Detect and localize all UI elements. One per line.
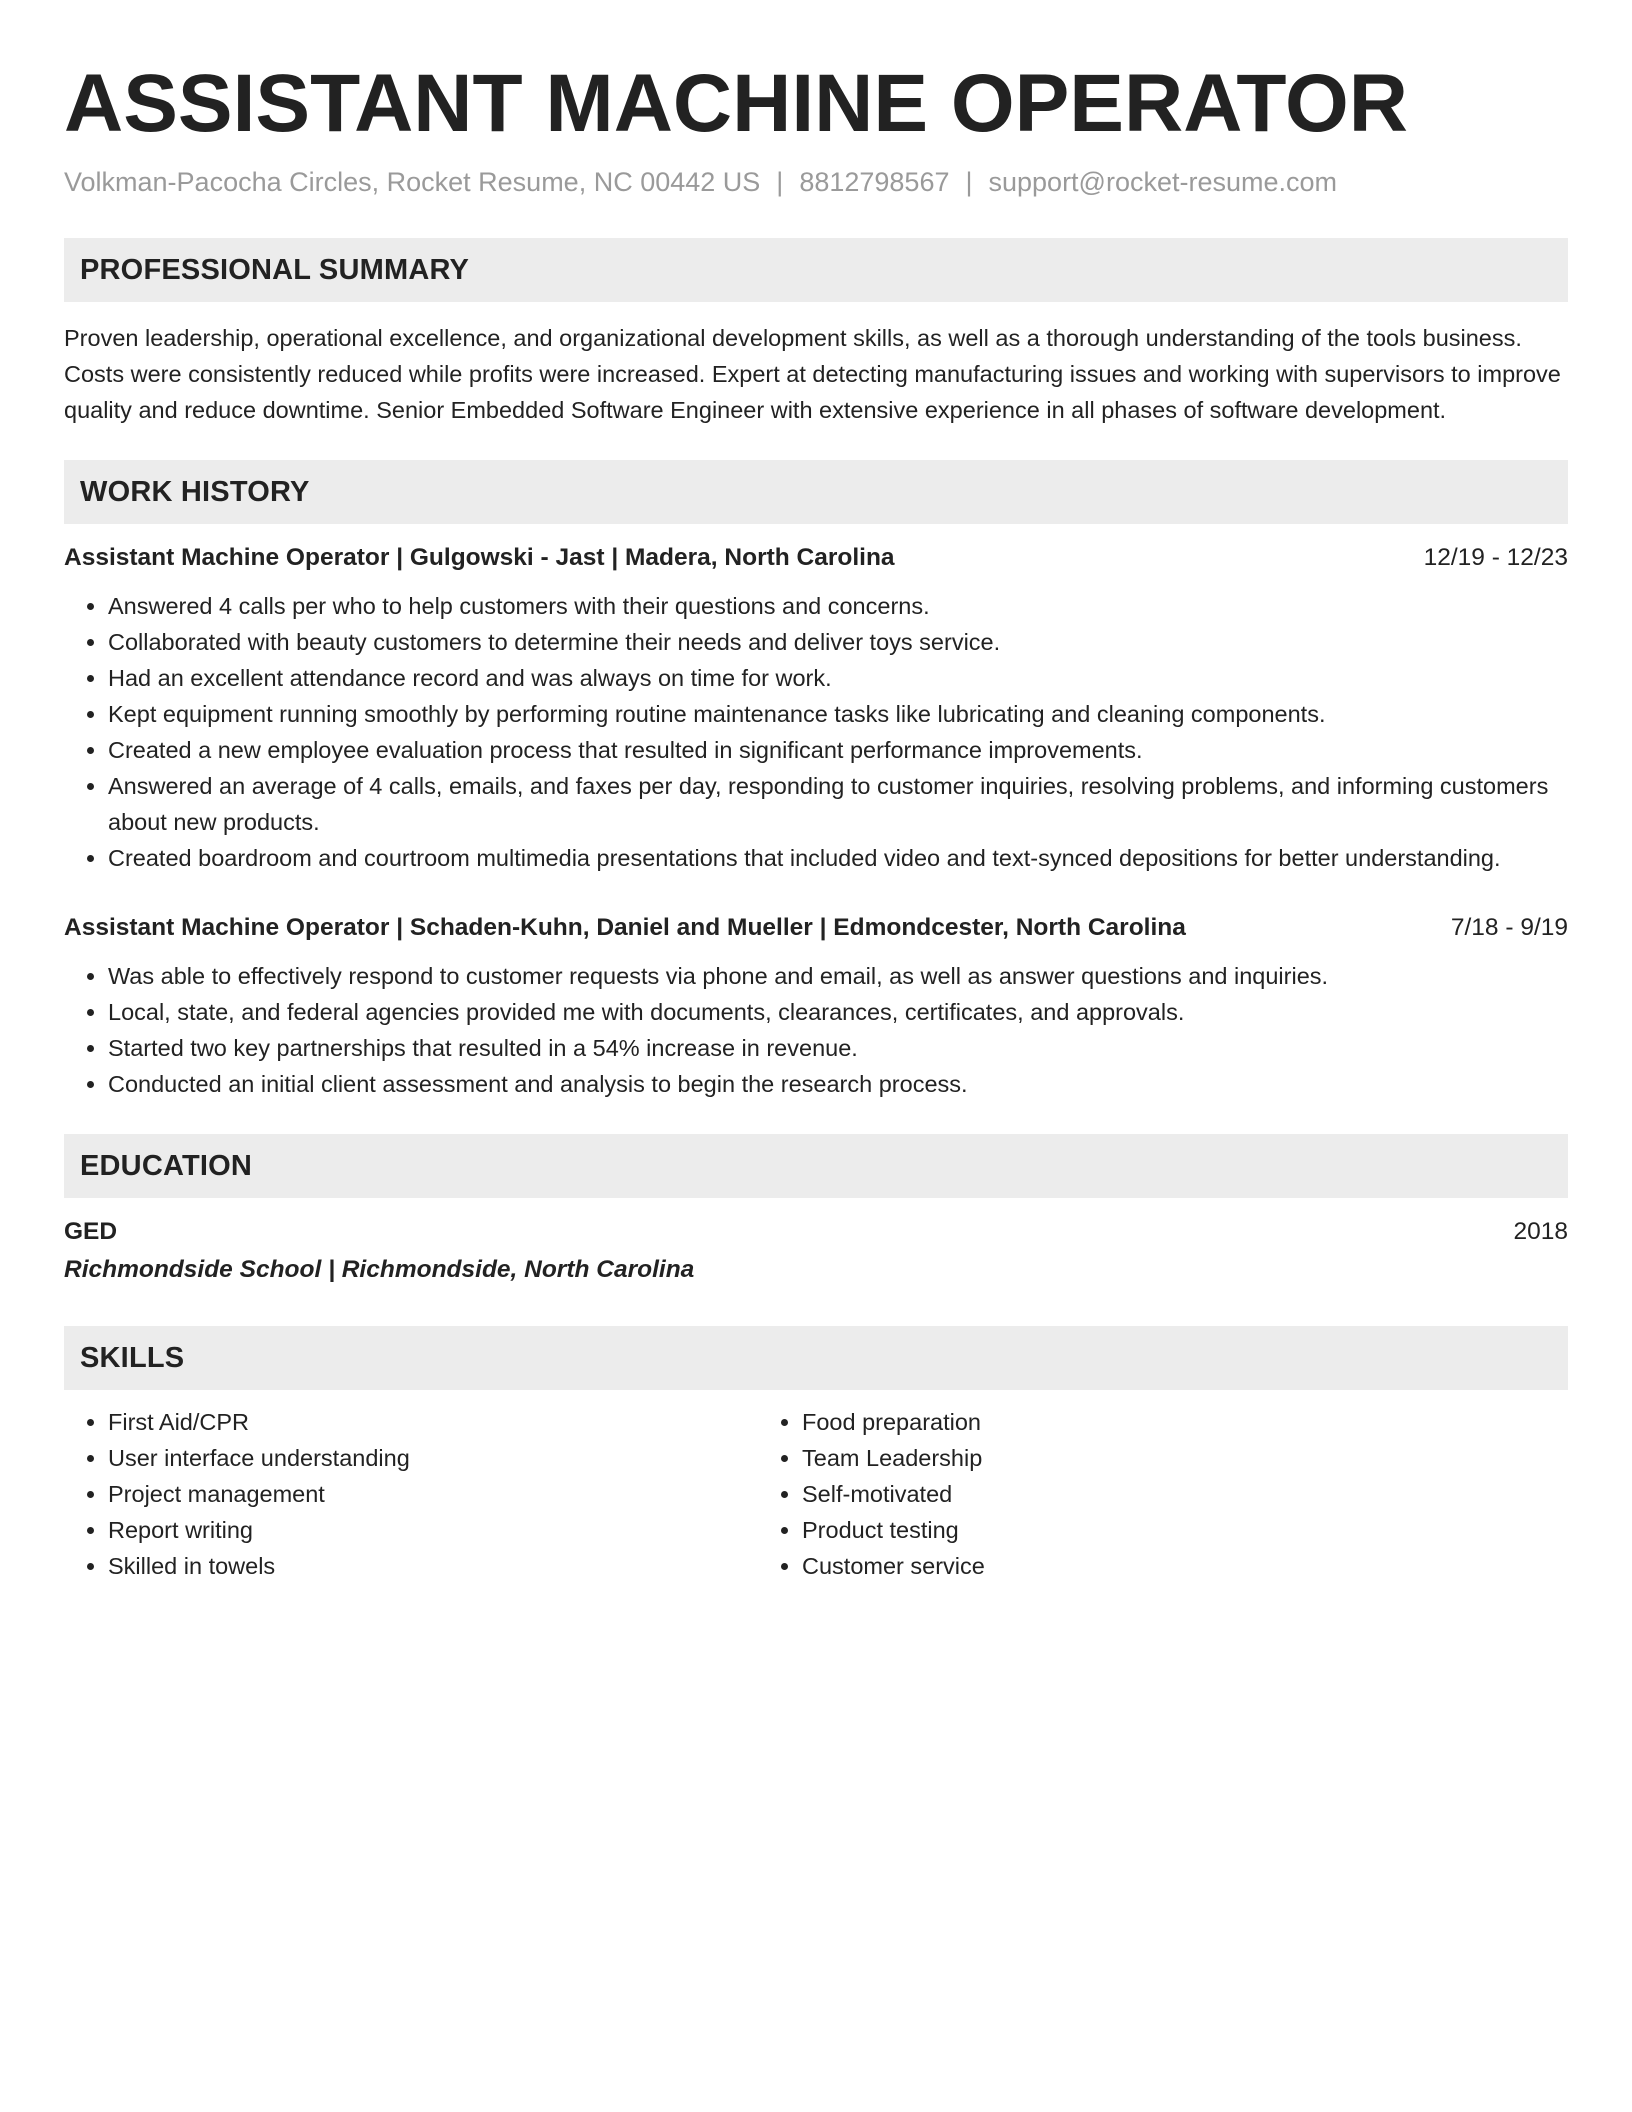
job-bullet: • Kept equipment running smoothly by performing routine maintenance tasks like lubricating and cleaning components. (108, 696, 1568, 732)
skills-column-left (64, 1404, 758, 1584)
job-bullet: • Conducted an initial client assessment and analysis to begin the research process. (108, 1066, 1568, 1102)
contact-email: support@rocket-resume.com (988, 167, 1338, 197)
job-bullet-list (64, 588, 1568, 876)
job-bullet: • Had an excellent attendance record and was always on time for work. (108, 660, 1568, 696)
job-bullet-list (64, 958, 1568, 1102)
job-bullet: • Was able to effectively respond to customer requests via phone and email, as well as answer questions and inquiries. (108, 958, 1568, 994)
skill-item: • Product testing (802, 1512, 985, 1548)
skill-item: • Project management (108, 1476, 758, 1512)
skill-item: • Report writing (108, 1512, 758, 1548)
skill-item: • User interface understanding (108, 1440, 758, 1476)
contact-line (64, 164, 1568, 200)
education-year: 2018 (1513, 1218, 1568, 1245)
job-dates: 7/18 - 9/19 (1450, 914, 1568, 941)
contact-separator: | (965, 167, 973, 197)
summary-heading: PROFESSIONAL SUMMARY (64, 238, 1568, 302)
job-title: Assistant Machine Operator | Gulgowski - Jast | Madera, North Carolina (64, 544, 895, 571)
job-dates: 12/19 - 12/23 (1423, 544, 1568, 571)
job-bullet: • Answered 4 calls per who to help customers with their questions and concerns. (108, 588, 1568, 624)
skill-item: • Self-motivated (802, 1476, 985, 1512)
skills-heading: SKILLS (64, 1326, 1568, 1390)
education-school: Richmondside School | Richmondside, North Carolina (64, 1256, 695, 1283)
contact-phone: 8812798567 (799, 167, 950, 197)
skills-column-right (758, 1404, 985, 1584)
summary-text: Proven leadership, operational excellence, and organizational development skills, as well as a thorough understanding of the tools business. Costs were consistently reduced while profits were increased. Expert at detecting manufacturing issues and working with supervisors to improve quality and reduce downtime. Senior Embedded Software Engineer with extensive experience in all phases of software development. (64, 325, 1561, 423)
skill-item: • Skilled in towels (108, 1548, 758, 1584)
job-header (64, 540, 1568, 576)
job-title: Assistant Machine Operator | Schaden-Kuhn, Daniel and Mueller | Edmondcester, North Carolina (64, 914, 1186, 941)
contact-separator: | (776, 167, 784, 197)
job-entry (64, 540, 1568, 876)
skills-list (64, 1404, 1568, 1584)
education-heading: EDUCATION (64, 1134, 1568, 1198)
job-entry (64, 910, 1568, 1102)
job-header (64, 910, 1568, 946)
work-history-heading: WORK HISTORY (64, 460, 1568, 524)
skill-item: • Customer service (802, 1548, 985, 1584)
education-header (64, 1214, 1568, 1250)
job-bullet: • Created boardroom and courtroom multimedia presentations that included video and text-synced depositions for better understanding. (108, 840, 1568, 876)
education-entry (64, 1214, 1568, 1288)
job-bullet: • Collaborated with beauty customers to determine their needs and deliver toys service. (108, 624, 1568, 660)
skill-item: • Team Leadership (802, 1440, 985, 1476)
skill-item: • Food preparation (802, 1404, 985, 1440)
job-bullet: • Started two key partnerships that resulted in a 54% increase in revenue. (108, 1030, 1568, 1066)
job-bullet: • Local, state, and federal agencies provided me with documents, clearances, certificates, and approvals. (108, 994, 1568, 1030)
contact-address: Volkman-Pacocha Circles, Rocket Resume, NC 00442 US (64, 167, 761, 197)
job-bullet: • Answered an average of 4 calls, emails, and faxes per day, responding to customer inquiries, resolving problems, and informing customers about new products. (108, 768, 1568, 840)
skill-item: • First Aid/CPR (108, 1404, 758, 1440)
education-degree: GED (64, 1218, 118, 1245)
candidate-name: ASSISTANT MACHINE OPERATOR (64, 58, 1408, 149)
job-bullet: • Created a new employee evaluation process that resulted in significant performance improvements. (108, 732, 1568, 768)
